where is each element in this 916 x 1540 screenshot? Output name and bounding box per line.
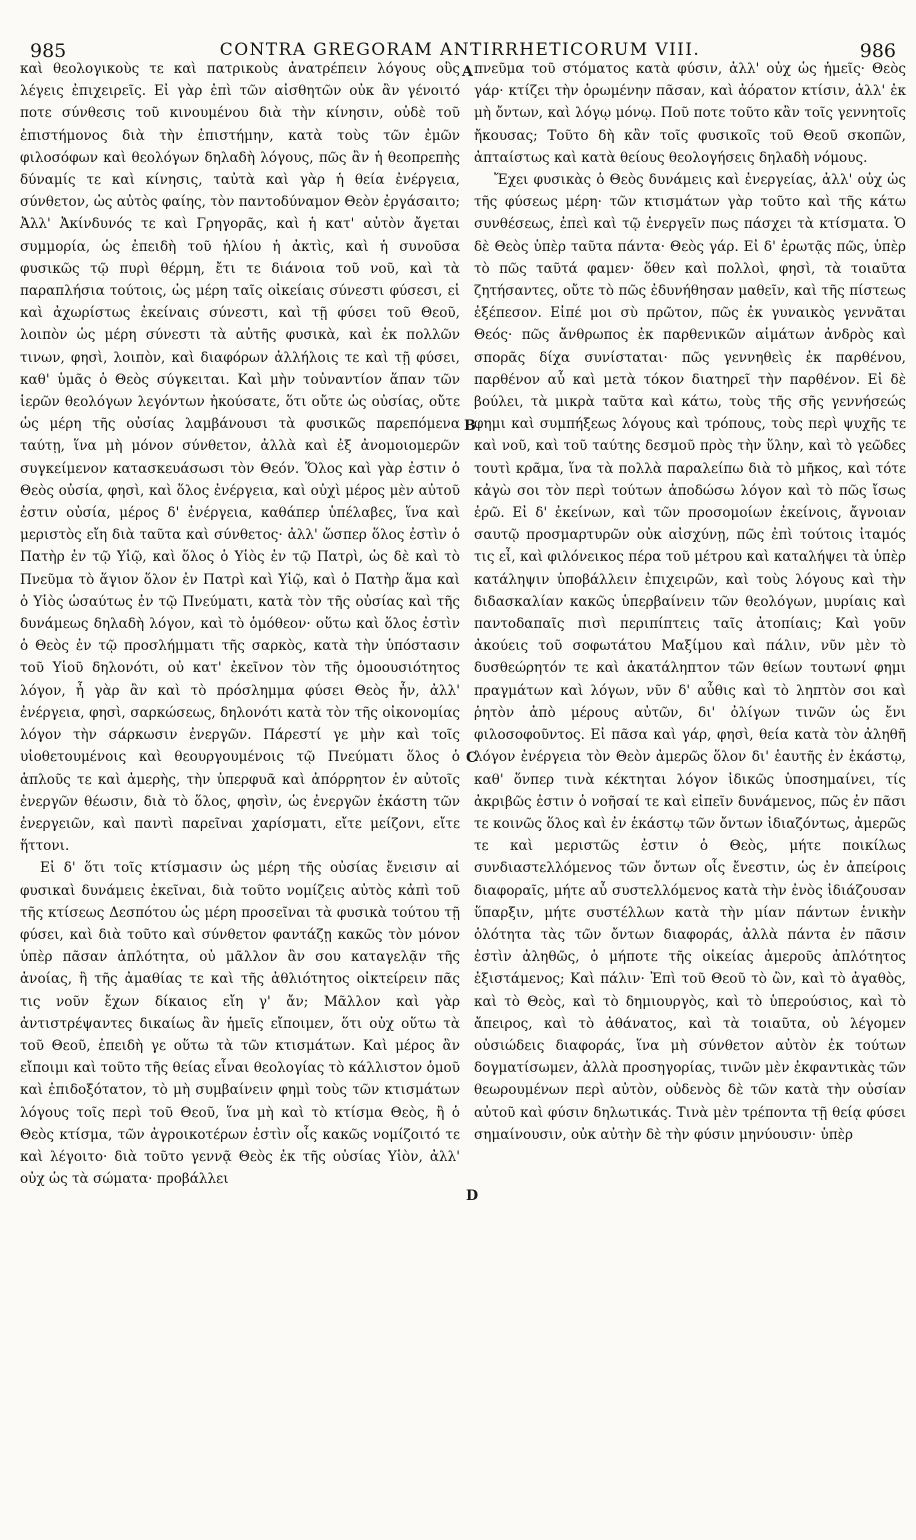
section-marker-a: A [462,64,473,80]
page-header [18,18,902,62]
left-paragraph: καὶ θεολογικοὺς τε καὶ πατρικοὺς ἀνατρέπειν λόγους οὓς λέγεις ἐπιχειρεῖς. Εἰ γὰρ ἐπὶ τῶν αἰσθητῶν οὐκ ἂν γένοιτό ποτε σύνθεσις τοῦ κινουμένου διὰ τὴν κίνησιν, οὐδὲ τοῦ ἐπιστήμονος διὰ τὴν ἐπιστήμην, κατὰ τοὺς τῶν ἐμῶν φιλοσόφων καὶ θεολόγων δηλαδὴ λόγους, πῶς ἂν ἡ θεοπρεπὴς δύναμίς τε καὶ κίνησις, ταὐτὰ καὶ γὰρ ἡ θεία ἐνέργεια, σύνθετον, ὡς αὐτὸς φαίης, τὸν παντοδύναμον Θεὸν ἐργάσαιτο; Ἀλλ' Ἀκίνδυνός τε καὶ Γρηγορᾶς, καὶ ἡ κατ' αὐτὸν ἄγεται συμμορία, ὡς ἐπειδὴ τοῦ ἡλίου ἡ ἀκτὶς, καὶ ἡ συνοῦσα φυσικῶς τῷ πυρὶ θέρμη, ἔτι τε διάνοια τοῦ νοῦ, καὶ τὰ παραπλήσια τούτοις, ὡς μέρη ταῖς οἰκείαις σύνεστι φύσεσι, εἰ καὶ ἀχωρίστως ἐκείναις σύνεστι, καὶ τῇ φύσει τοῦ Θεοῦ, λοιπὸν ὡς μέρη σύνεστι τὰ αὐτῆς φυσικὰ, καὶ ἐκ πολλῶν τινων, φησὶ, λοιπὸν, καὶ διαφόρων ἀλλήλοις τε καὶ τῇ φύσει, καθ' ὑμᾶς ὁ Θεὸς σύγκειται. Καὶ μὴν τοὐναντίον ἅπαν τῶν ἱερῶν θεολόγων λεγόντων ἠκούσατε, ὅτι οὔτε ὡς οὐσίας, οὔτε ὡς μέρη τῆς οὐσίας λαμβάνουσι τὰ φυσικῶς παρεπόμενα ταύτῃ, ἵνα μὴ μόνον σύνθετον, ἀλλὰ καὶ ἐξ ἀνομοιομερῶν συγκείμενον κατασκευάσωσι τὸν Θεόν. Ὅλος καὶ γὰρ ἐστιν ὁ Θεὸς οὐσία, φησὶ, καὶ ὅλος ἐνέργεια, καὶ οὐχὶ μέρος μὲν αὐτοῦ ἐστιν οὐσία, μέρος δ' ἐνέργεια, καθάπερ ὑπέλαβες, ἵνα καὶ μεριστὸς εἴη διὰ ταῦτα καὶ σύνθετος· ἀλλ' ὥσπερ ὅλος ἐστὶν ὁ Πατὴρ ἐν τῷ Υἱῷ, καὶ ὅλος ὁ Υἱὸς ἐν τῷ Πατρὶ, ὡς δὲ καὶ τὸ Πνεῦμα τὸ ἅγιον ὅλον ἐν Πατρὶ καὶ Υἱῷ, καὶ ὁ Πατὴρ ἅμα καὶ ὁ Υἱὸς ὡσαύτως ἐν τῷ Πνεύματι, κατὰ τὸν τῆς οὐσίας καὶ τῆς δυνάμεως δηλαδὴ λόγον, καὶ τὸ ὁμόθεον· οὕτω καὶ ὅλος ἐστὶν ὁ Θεὸς ἐν τῷ προσλήμματι τῆς σαρκὸς, κατὰ τὴν ὑπόστασιν τοῦ Υἱοῦ δηλονότι, οὐ κατ' ἐκεῖνον τὸν τῆς ὁμοουσιότητος λόγον, ἦ γὰρ ἂν καὶ τὸ πρόσλημμα φύσει Θεὸς ἦν, ἀλλ' ἐνέργεια, φησὶ, σαρκώσεως, δηλονότι κατὰ τὸν τῆς οἰκονομίας λόγον τὴν σάρκωσιν ἐνεργῶν. Πάρεστί γε μὴν καὶ τοῖς υἱοθετουμένοις καὶ θεουργουμένοις τῷ Πνεύματι ὅλος ὁ ἁπλοῦς τε καὶ ἀμερὴς, τὴν ὑπερφυᾶ καὶ ἀπόρρητον ἐν αὐτοῖς ἐνεργῶν θέωσιν, διὰ τὸ ὅλος, φησὶν, ὡς ἐνεργῶν ἑκάστη τῶν ἐνεργειῶν, καὶ παντὶ παρεῖναι χαρίσματι, εἴτε μείζονι, εἴτε ἥττονι. [20,61,460,855]
page-number-right: 986 [859,40,896,62]
right-column [474,58,906,1146]
left-column [20,58,460,1190]
section-marker-b: B [464,418,476,434]
right-paragraph: πνεῦμα τοῦ στόματος κατὰ φύσιν, ἀλλ' οὐχ ὡς ἡμεῖς· Θεὸς γάρ· κτίζει τὴν ὁρωμένην πᾶσαν, καὶ ἀόρατον κτίσιν, ἀλλ' ἐκ μὴ ὄντων, καὶ λόγῳ μόνῳ. Ποῦ ποτε τοῦτο κἂν τοῖς γεννητοῖς ἤκουσας; Τοῦτο δὴ κἂν τοῖς φυσικοῖς τοῦ Θεοῦ σκοπῶν, ἀπταίστως καὶ κατὰ θείους θεολογήσεις δηλαδὴ νόμους. [474,61,906,166]
section-marker-d: D [466,1188,479,1204]
section-marker-c: C [466,750,478,766]
text-columns [18,58,906,1528]
left-paragraph: Εἰ δ' ὅτι τοῖς κτίσμασιν ὡς μέρη τῆς οὐσίας ἔνεισιν αἱ φυσικαὶ δυνάμεις ἐκεῖναι, διὰ τοῦτο νομίζεις αὐτὸς κἀπὶ τοῦ τῆς κτίσεως Δεσπότου ὡς μέρη προσεῖναι τὰ φυσικὰ τούτου τῇ φύσει, καὶ διὰ τοῦτο καὶ σύνθετον φαντάζῃ κακῶς τὸν μόνον ὑπὲρ πᾶσαν ἁπλότητα, οὐ μᾶλλον ἂν σου καταγελᾷν τῆς ἀνοίας, ἢ τῆς ἀμαθίας τε καὶ τῆς ἀθλιότητος οἰκτείρειν πᾶς τις νοῦν ἔχων δίκαιος εἴη γ' ἄν; Μᾶλλον καὶ γὰρ ἀντιστρέψαντες δικαίως ἂν ἡμεῖς εἴποιμεν, ὅτι οὐχ οὕτω τὰ τοῦ Θεοῦ, ἐπειδὴ γε οὕτω τὰ τῶν κτισμάτων. Καὶ μέρος ἂν εἴποιμι καὶ τοῦτο τῆς θείας εἶναι θεολογίας τὸ κάλλιστον ὁμοῦ καὶ ἐπιδοξότατον, τὸ μὴ συμβαίνειν φημὶ τοὺς τῶν κτισμάτων λόγους τοῖς περὶ τοῦ Θεοῦ, ἵνα μὴ καὶ τὸ κτίσμα Θεὸς, ἢ ὁ Θεὸς κτίσμα, τῶν ἀγροικοτέρων ἐστὶν οἷς κακῶς νομίζοιτό τε καὶ λέγοιτο· διὰ τοῦτο γεννᾷ Θεὸς ἐκ τῆς οὐσίας Υἱὸν, ἀλλ' οὐχ ὡς τὰ σώματα· προβάλλει [20,860,460,1188]
page-number-left: 985 [30,40,67,62]
running-title: CONTRA GREGORAM ANTIRRHETICORUM VIII. [219,40,701,60]
right-paragraph: Ἔχει φυσικὰς ὁ Θεὸς δυνάμεις καὶ ἐνεργείας, ἀλλ' οὐχ ὡς τῆς φύσεως μέρη· τῶν κτισμάτων γὰρ τοῦτο καὶ τῆς κάτω συνθέσεως, ἐπεὶ καὶ τῷ ἐνεργεῖν πως πάσχει τὰ κτίσματα. Ὁ δὲ Θεὸς ὑπὲρ ταῦτα πάντα· Θεὸς γάρ. Εἰ δ' ἐρωτᾷς πῶς, ὑπὲρ τὸ πῶς ταῦτά φαμεν· ὅθεν καὶ πολλοὶ, φησὶ, τὰ τοιαῦτα ζητήσαντες, οὔτε τὸ πῶς ἐδυνήθησαν μαθεῖν, καὶ τῆς πίστεως ἐξέπεσον. Εἰπέ μοι σὺ πρῶτον, πῶς ἐκ γυναικὸς γεννᾶται Θεός· πῶς ἄνθρωπος ἐκ παρθενικῶν αἱμάτων ἀνδρὸς καὶ σπορᾶς δίχα συνίσταται· πῶς γεννηθεὶς ἐκ παρθένου, παρθένον αὖ καὶ μετὰ τόκον διατηρεῖ τὴν παρθένον. Εἰ δὲ βούλει, τὰ μικρὰ ταῦτα καὶ κάτω, τοὺς τῆς σῆς γεννήσεώς φημι καὶ συμπήξεως λόγους καὶ τρόπους, τοὺς περὶ ψυχῆς τε καὶ νοῦ, καὶ τοῦ ταύτης δεσμοῦ πρὸς τὴν ὕλην, καὶ τὸ γεῶδες τουτὶ κρᾶμα, ἵνα τὰ πολλὰ παραλείπω διὰ τὸ μῆκος, καὶ τότε κἀγὼ σοι τὸν περὶ τούτων ἀποδώσω λόγον καὶ τὸ πῶς ἴσως ἐρῶ. Εἰ δ' ἐκείνων, καὶ τῶν προσομοίων ἐκείνοις, ἄγνοιαν σαυτῷ προσμαρτυρῶν οὐκ αἰσχύνῃ, πῶς ἐπὶ τούτοις ἰταμός τις εἶ, καὶ φιλόνεικος πέρα τοῦ μέτρου καὶ καταλήψει τὰ ὑπὲρ κατάληψιν ὑποβάλλειν ἐπιχειρῶν, καὶ τοὺς λόγους καὶ τὴν διδασκαλίαν κακῶς ὑπερβαίνειν τῶν θεολόγων, μυρίαις καὶ παντοδαπαῖς πισὶ περιπίπτεις ταῖς ἀτοπίαις; Καὶ γοῦν ἀκούεις τοῦ σοφωτάτου Μαξίμου καὶ πάλιν, νῦν μὲν τὸ δυσθεώρητόν τε καὶ ἀκατάληπτον τῶν θείων τουτωνί φημι πραγμάτων καὶ λόγων, νῦν δ' αὖθις καὶ τὸ ληπτὸν σοι καὶ ῥητὸν ἀπὸ μέρους αὐτῶν, δι' ὀλίγων τινῶν ὡς ἔνι φιλοσοφοῦντος. Εἰ πᾶσα καὶ γάρ, φησὶ, θεία κατὰ τὸν ἀληθῆ λόγον ἐνέργεια τὸν Θεὸν ἀμερῶς ὅλον δι' ἑαυτῆς ἐν ἑκάστῳ, καθ' ὅνπερ τινὰ κέκτηται λόγον ἰδικῶς ὑποσημαίνει, τίς ἀκριβῶς ἐστιν ὁ νοῆσαί τε καὶ εἰπεῖν δυνάμενος, πῶς ἐν πᾶσι τε κοινῶς ὅλος καὶ ἐν ἑκάστῳ τῶν ὄντων ἰδιαζόντως, ἀμερῶς τε καὶ μεριστῶς ἐστιν ὁ Θεὸς, μήτε ποικίλως συνδιαστελλόμενος τῶν ὄντων οἷς ἔνεστιν, ὡς ἐν ἀπείροις διαφοραῖς, μήτε αὖ συστελλόμενος κατὰ τὴν ἐνὸς ἰδιάζουσαν ὕπαρξιν, μήτε συστέλλων κατὰ τὴν μίαν πάντων ἑνικὴν ὁλότητα τὰς τῶν ὄντων διαφοράς, ἀλλὰ πάντα ἐν πᾶσιν ἐστὶν ἀληθῶς, ὁ μήποτε τῆς οἰκείας ἀμεροῦς ἁπλότητος ἐξιστάμενος; Καὶ πάλιν· Ἐπὶ τοῦ Θεοῦ τὸ ὢν, καὶ τὸ ἀγαθὸς, καὶ τὸ Θεὸς, καὶ τὸ δημιουργὸς, καὶ τὸ ὑπερούσιος, καὶ τὸ ἄπειρος, καὶ τὸ ἀθάνατος, καὶ τὰ τοιαῦτα, οὐ λέγομεν οὐσιώδεις διαφοράς, ἵνα μὴ σύνθετον αὐτὸν ἐκ τούτων δογματίσωμεν, ἀλλὰ προσηγορίας, τινῶν μὲν ἐκφαντικὰς τῶν θεωρουμένων περὶ αὐτὸν, οὐδενὸς δὲ τῶν κατὰ τὴν οὐσίαν αὐτοῦ καὶ φύσιν δηλωτικάς. Τινὰ μὲν τρέποντα τῇ θείᾳ φύσει σημαίνουσιν, οὐκ αὐτὴν δὲ τὴν φύσιν μηνύουσιν· ὑπὲρ [474,172,906,1143]
